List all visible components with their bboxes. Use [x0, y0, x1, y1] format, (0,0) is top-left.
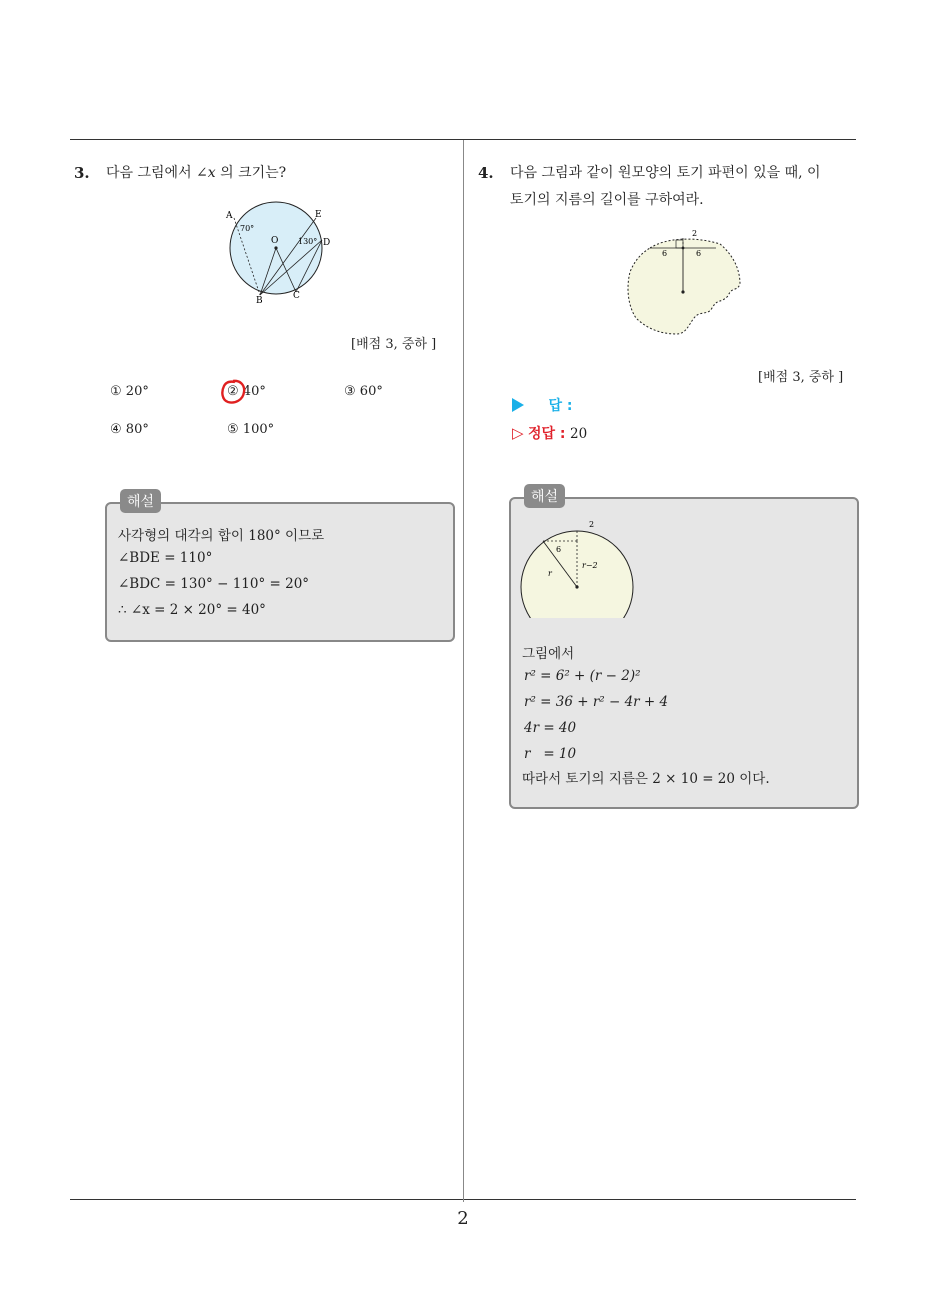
q4-expl-label-r-minus-2: r−2	[582, 561, 598, 570]
q4-expl-line-2: r² = 6² + (r − 2)²	[524, 668, 641, 684]
choice-mark: ④	[110, 422, 122, 437]
q4-expl-line-4: 4r = 40	[524, 720, 577, 736]
choice-mark: ⑤	[227, 422, 239, 437]
q3-expl-line-2: ∠BDE = 110°	[118, 550, 213, 566]
q4-label-left-6: 6	[662, 249, 668, 258]
choice-value: 100°	[242, 422, 275, 437]
q3-circle-figure	[220, 198, 332, 306]
q4-number: 4.	[478, 164, 494, 182]
outline-triangle-icon: ▷	[512, 424, 524, 442]
choice-mark: ③	[344, 384, 356, 399]
q4-answer-row	[512, 395, 637, 415]
q4-expl-line-6: 따라서 토기의 지름은 2 × 10 = 20 이다.	[522, 771, 770, 787]
q3-label-a: A	[226, 211, 233, 221]
choice-value: 40°	[242, 384, 266, 399]
q4-expl-line-5: r = 10	[524, 746, 577, 762]
q4-label-right-6: 6	[696, 249, 702, 258]
q3-choice-3[interactable]	[344, 384, 383, 399]
q4-expl-label-r: r	[548, 569, 552, 578]
q4-explanation-circle-figure	[518, 518, 638, 618]
q3-score: [배점 3, 중하 ]	[351, 337, 437, 352]
q3-text-var: ∠x	[196, 165, 216, 181]
q3-label-d: D	[323, 238, 331, 248]
q3-explanation-box	[105, 502, 455, 642]
column-divider	[463, 140, 464, 1202]
q3-text-post: 의 크기는?	[215, 165, 287, 181]
choice-value: 80°	[125, 422, 149, 437]
q3-choice-4[interactable]	[110, 422, 149, 437]
q3-label-o: O	[271, 236, 279, 246]
choice-value: 60°	[359, 384, 383, 399]
q3-label-e: E	[315, 210, 322, 220]
q3-number: 3.	[74, 164, 90, 182]
q4-text-line2: 토기의 지름의 길이를 구하여라.	[510, 192, 704, 208]
q4-expl-line-3: r² = 36 + r² − 4r + 4	[524, 694, 669, 710]
q4-expl-line-1: 그림에서	[522, 646, 575, 662]
q4-answer-label: 답 :	[548, 398, 573, 414]
q3-expl-line-1: 사각형의 대각의 합이 180° 이므로	[118, 528, 325, 544]
q4-shard-figure	[620, 226, 748, 344]
q4-correct-label: 정답 :	[528, 426, 566, 442]
q3-text	[106, 159, 286, 187]
q3-choice-5[interactable]	[227, 422, 274, 437]
q3-choice-1[interactable]	[110, 384, 149, 399]
page-number: 2	[457, 1208, 469, 1229]
choice-mark: ①	[110, 384, 122, 399]
choice-value: 20°	[125, 384, 149, 399]
q4-text-line1: 다음 그림과 같이 원모양의 토기 파편이 있을 때, 이	[510, 165, 821, 181]
q3-label-c: C	[293, 291, 300, 301]
play-triangle-icon	[512, 398, 524, 412]
q3-label-angle-130: 130°	[298, 237, 318, 246]
q3-expl-line-4: ∴ ∠x = 2 × 20° = 40°	[118, 602, 266, 618]
q4-score: [배점 3, 중하 ]	[758, 370, 844, 385]
q4-label-top-2: 2	[692, 229, 698, 238]
q3-text-pre: 다음 그림에서	[106, 165, 197, 181]
selected-answer-circle-icon	[219, 378, 247, 406]
q4-correct-value: 20	[569, 426, 588, 442]
choice-mark: ②	[227, 384, 239, 399]
q4-correct-row	[512, 423, 587, 443]
q3-expl-line-3: ∠BDC = 130° − 110° = 20°	[118, 576, 310, 592]
q3-label-angle-70: 70°	[240, 224, 255, 233]
q3-label-b: B	[256, 296, 263, 306]
q4-explanation-tag: 해설	[524, 484, 565, 508]
q4-expl-label-2: 2	[589, 520, 595, 529]
q3-explanation-tag: 해설	[120, 489, 161, 513]
q4-expl-label-6: 6	[556, 545, 562, 554]
